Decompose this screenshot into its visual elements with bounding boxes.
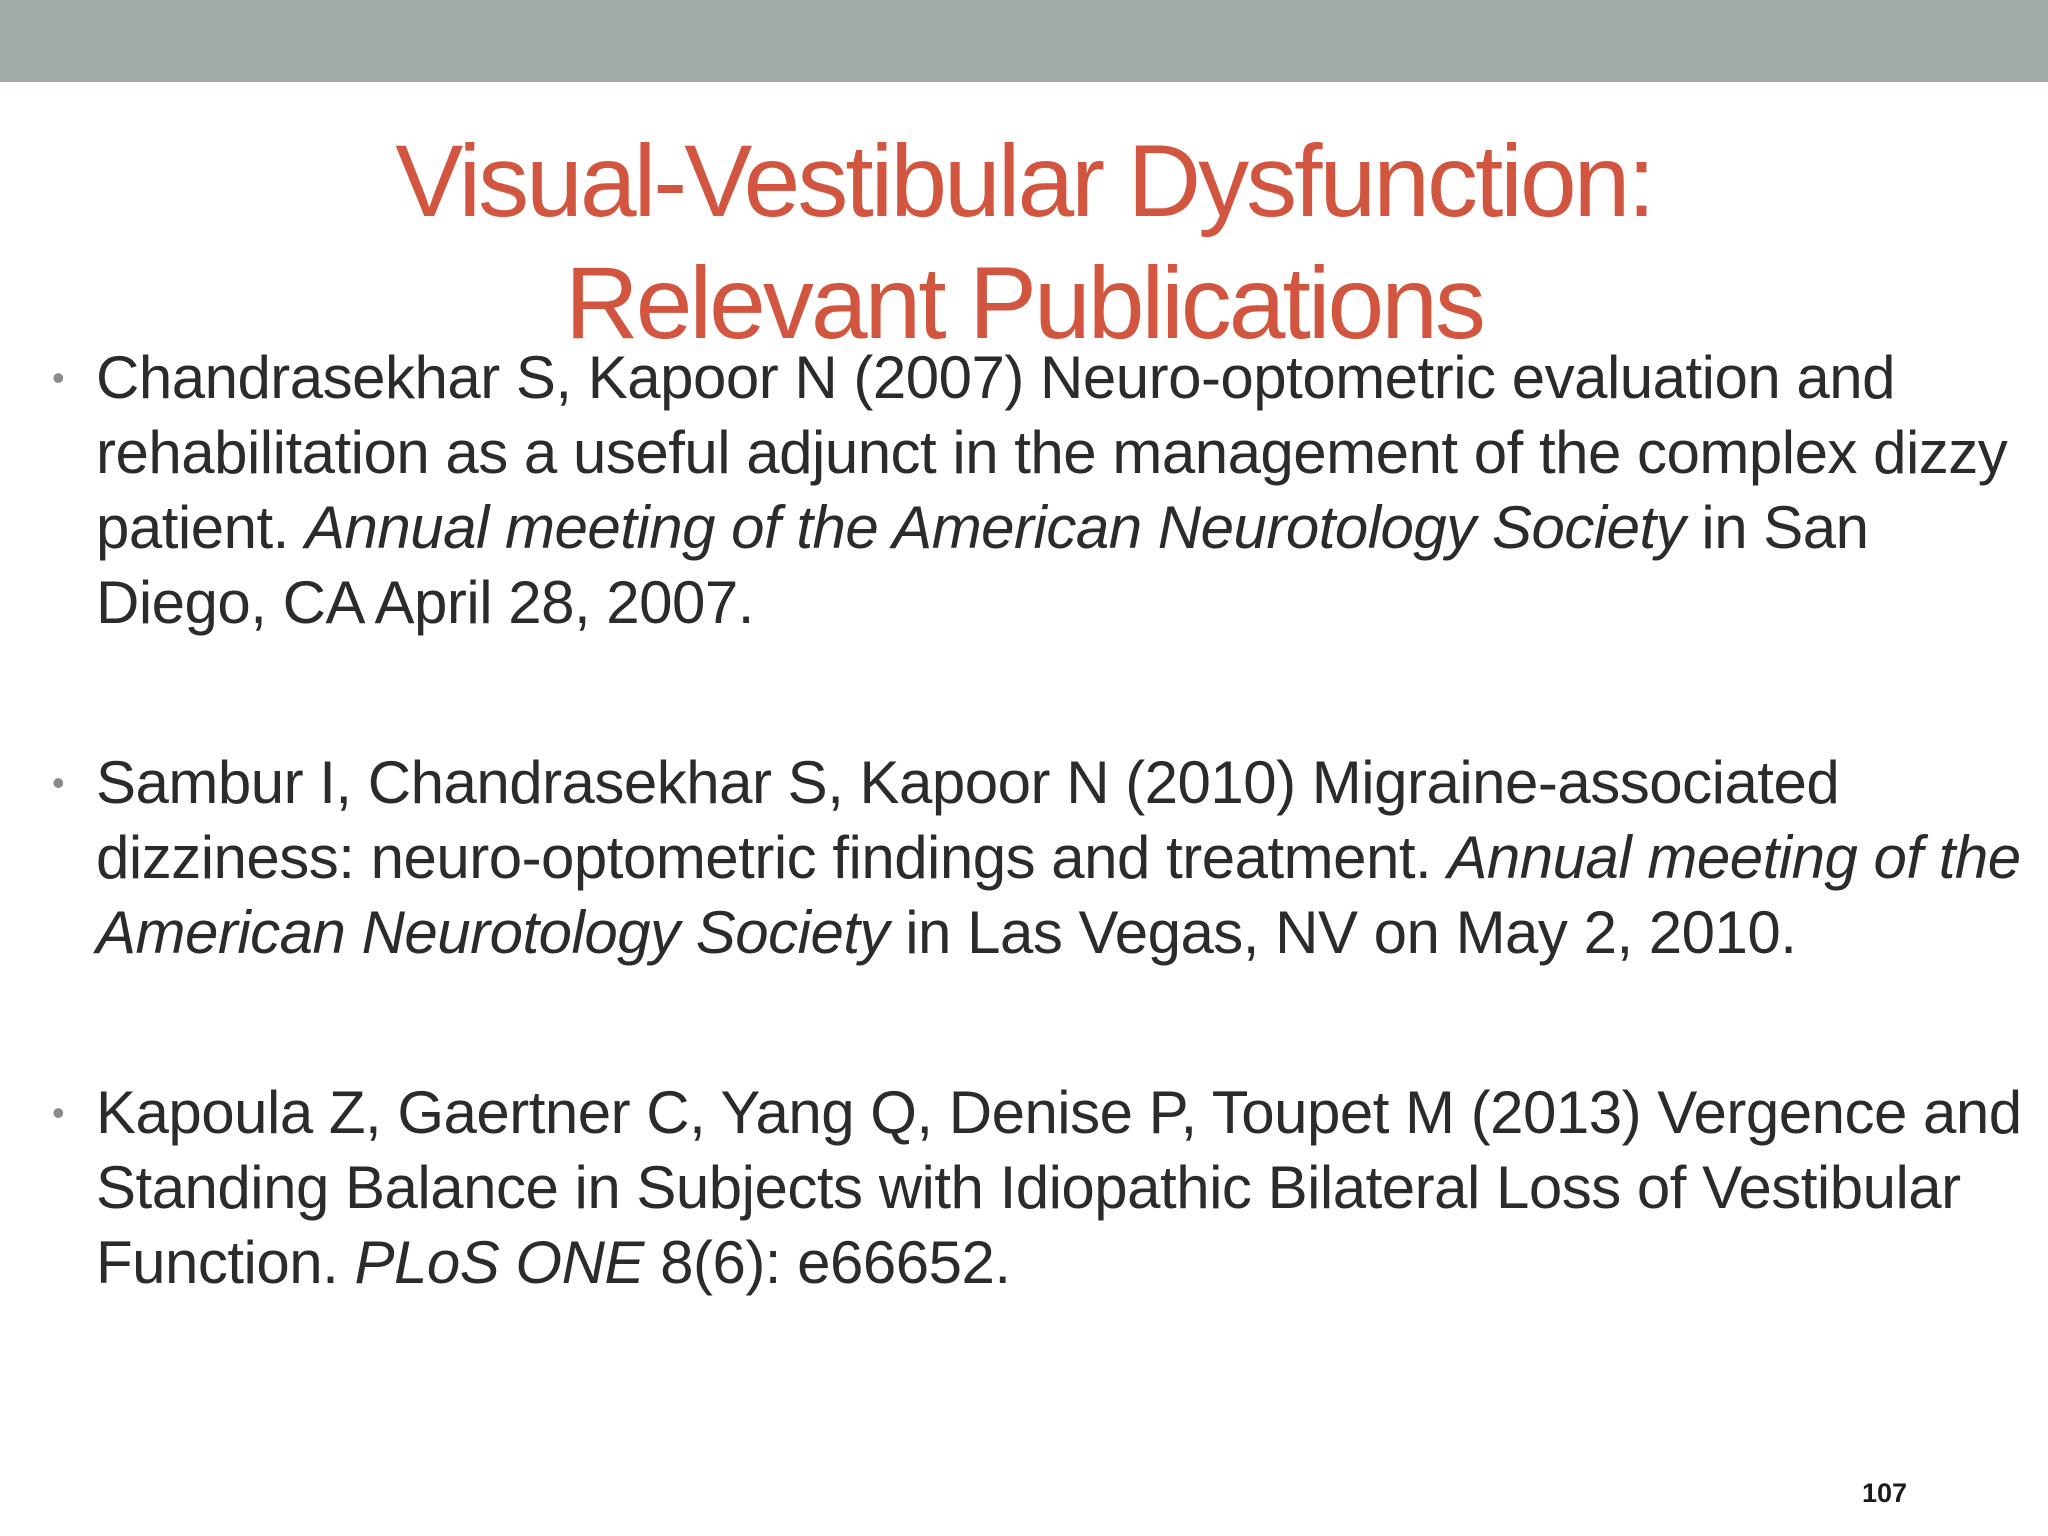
reference-text: Sambur I, Chandrasekhar S, Kapoor N (2010) Migraine-associated dizziness: neuro-optometric findings and treatment.: [96, 749, 1840, 891]
reference-item: [52, 1075, 2032, 1300]
bullet-dot-icon: •: [52, 762, 65, 803]
reference-text: Kapoula Z, Gaertner C, Yang Q, Denise P, Toupet M (2013) Vergence and Standing Balance in Subjects with Idiopathic Bilateral Loss of Vestibular Function.: [96, 1079, 2022, 1296]
reference-item: [52, 745, 2032, 970]
top-banner-bar: [0, 0, 2048, 82]
slide-title-line-1: Visual-Vestibular Dysfunction:: [395, 124, 1653, 238]
slide-title-line-2: Relevant Publications: [565, 246, 1483, 360]
reference-location: in San Diego, CA April 28, 2007.: [96, 494, 1869, 636]
reference-journal: PLoS ONE: [354, 1229, 644, 1296]
reference-list: [52, 340, 2032, 1300]
page-number: 107: [1862, 1478, 1908, 1508]
bullet-dot-icon: •: [52, 357, 65, 398]
reference-item: [52, 340, 2032, 640]
slide-title: [0, 120, 2048, 364]
reference-venue: Annual meeting of the American Neurotology Society: [96, 824, 2021, 966]
bullet-dot-icon: •: [52, 1092, 65, 1133]
reference-citation: 8(6): e66652.: [643, 1229, 1011, 1296]
reference-location: in Las Vegas, NV on May 2, 2010.: [889, 899, 1797, 966]
reference-venue: Annual meeting of the American Neurotology Society: [305, 494, 1686, 561]
reference-text: Chandrasekhar S, Kapoor N (2007) Neuro-optometric evaluation and rehabilitation as a useful adjunct in the management of the complex dizzy patient.: [96, 344, 2008, 561]
